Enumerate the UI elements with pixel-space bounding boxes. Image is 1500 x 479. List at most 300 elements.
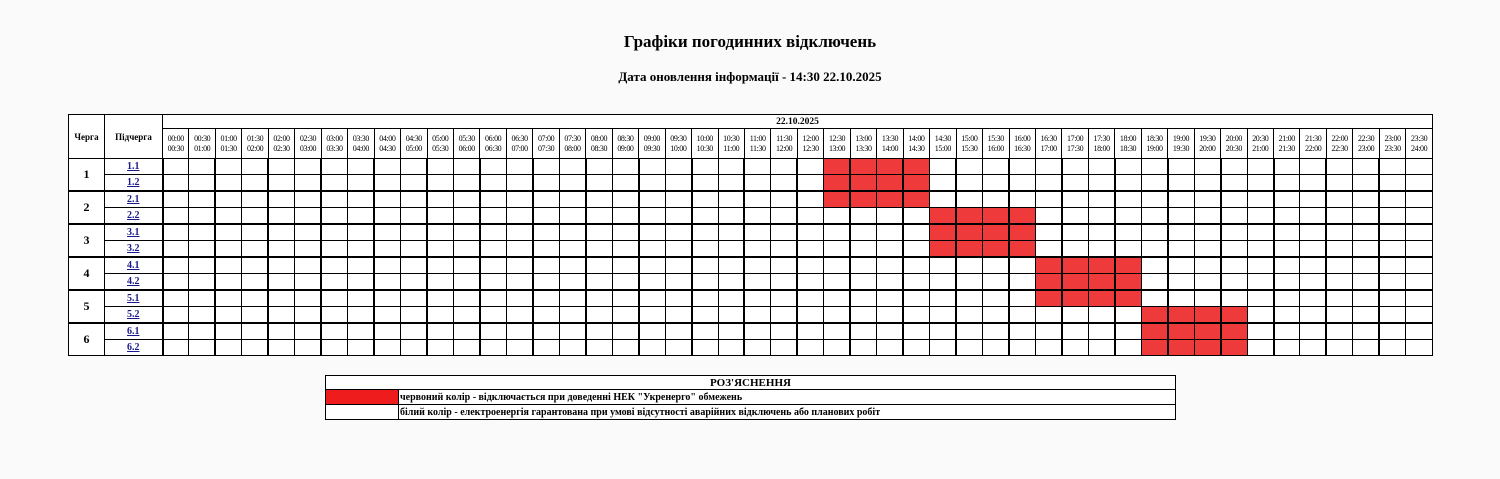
power-cell	[1009, 340, 1035, 356]
power-cell	[1406, 159, 1433, 175]
power-cell	[480, 323, 506, 340]
subqueue-link[interactable]: 6.1	[127, 325, 140, 337]
power-cell	[1035, 340, 1061, 356]
power-cell	[533, 175, 559, 192]
power-cell	[559, 241, 585, 258]
subqueue-link[interactable]: 6.2	[127, 341, 140, 353]
power-cell	[321, 175, 347, 192]
power-cell	[559, 159, 585, 175]
power-cell	[559, 340, 585, 356]
power-cell	[533, 191, 559, 208]
outage-cell	[1035, 290, 1061, 307]
power-cell	[586, 340, 612, 356]
power-cell	[1379, 307, 1405, 324]
power-cell	[612, 323, 638, 340]
time-slot-header: 16:00 16:30	[1009, 129, 1035, 159]
power-cell	[824, 208, 850, 225]
power-cell	[1274, 307, 1300, 324]
power-cell	[189, 290, 215, 307]
subqueue-cell	[105, 159, 163, 175]
power-cell	[903, 340, 929, 356]
subqueue-link[interactable]: 3.2	[127, 242, 140, 254]
power-cell	[1406, 323, 1433, 340]
time-slot-header: 15:00 15:30	[956, 129, 982, 159]
power-cell	[1088, 224, 1114, 241]
outage-cell	[1009, 208, 1035, 225]
outage-cell	[824, 159, 850, 175]
power-cell	[1221, 241, 1247, 258]
power-cell	[1300, 191, 1326, 208]
power-cell	[1115, 208, 1141, 225]
power-cell	[1115, 191, 1141, 208]
power-cell	[1221, 290, 1247, 307]
power-cell	[268, 290, 294, 307]
power-cell	[453, 159, 479, 175]
subqueue-link[interactable]: 1.2	[127, 176, 140, 188]
power-cell	[533, 241, 559, 258]
power-cell	[1141, 208, 1167, 225]
outage-cell	[1141, 307, 1167, 324]
outage-cell	[1088, 274, 1114, 291]
power-cell	[295, 274, 321, 291]
power-cell	[797, 290, 823, 307]
outage-cell	[1141, 340, 1167, 356]
subqueue-cell	[105, 208, 163, 225]
power-cell	[797, 208, 823, 225]
power-cell	[215, 175, 241, 192]
subqueue-row	[69, 208, 1433, 225]
time-slot-header: 17:00 17:30	[1062, 129, 1088, 159]
power-cell	[930, 340, 956, 356]
power-cell	[1141, 290, 1167, 307]
power-cell	[533, 159, 559, 175]
power-cell	[744, 323, 770, 340]
power-cell	[268, 307, 294, 324]
power-cell	[295, 323, 321, 340]
power-cell	[559, 274, 585, 291]
power-cell	[586, 175, 612, 192]
power-cell	[1009, 307, 1035, 324]
power-cell	[1009, 257, 1035, 274]
power-cell	[1168, 290, 1194, 307]
power-cell	[692, 340, 718, 356]
power-cell	[1406, 208, 1433, 225]
time-slot-header: 01:30 02:00	[242, 129, 268, 159]
subqueue-row	[69, 257, 1433, 274]
power-cell	[215, 290, 241, 307]
time-slot-header: 10:00 10:30	[692, 129, 718, 159]
power-cell	[1062, 340, 1088, 356]
power-cell	[612, 159, 638, 175]
power-cell	[559, 290, 585, 307]
time-slot-header: 12:30 13:00	[824, 129, 850, 159]
power-cell	[506, 175, 532, 192]
power-cell	[1300, 159, 1326, 175]
power-cell	[639, 290, 665, 307]
power-cell	[612, 241, 638, 258]
outage-cell	[1009, 241, 1035, 258]
power-cell	[877, 224, 903, 241]
power-cell	[956, 290, 982, 307]
power-cell	[506, 159, 532, 175]
power-cell	[718, 191, 744, 208]
power-cell	[427, 191, 453, 208]
power-cell	[1379, 208, 1405, 225]
power-cell	[824, 257, 850, 274]
power-cell	[1194, 191, 1220, 208]
subqueue-cell	[105, 307, 163, 324]
power-cell	[1300, 274, 1326, 291]
power-cell	[1035, 175, 1061, 192]
power-cell	[586, 274, 612, 291]
time-slot-header: 15:30 16:00	[983, 129, 1009, 159]
power-cell	[427, 340, 453, 356]
outage-cell	[1221, 323, 1247, 340]
subqueue-cell	[105, 224, 163, 241]
power-cell	[1194, 175, 1220, 192]
power-cell	[374, 257, 400, 274]
power-cell	[163, 159, 189, 175]
power-cell	[797, 191, 823, 208]
power-cell	[215, 241, 241, 258]
power-cell	[506, 307, 532, 324]
time-slot-header: 18:30 19:00	[1141, 129, 1167, 159]
power-cell	[348, 274, 374, 291]
power-cell	[1035, 307, 1061, 324]
power-cell	[533, 323, 559, 340]
power-cell	[1062, 307, 1088, 324]
power-cell	[1379, 175, 1405, 192]
outage-cell	[930, 208, 956, 225]
power-cell	[559, 208, 585, 225]
power-cell	[189, 257, 215, 274]
power-cell	[533, 257, 559, 274]
time-slot-header: 01:00 01:30	[215, 129, 241, 159]
outage-cell	[983, 208, 1009, 225]
power-cell	[797, 257, 823, 274]
power-cell	[348, 307, 374, 324]
power-cell	[956, 340, 982, 356]
power-cell	[665, 257, 691, 274]
power-cell	[983, 323, 1009, 340]
power-cell	[427, 175, 453, 192]
power-cell	[1062, 323, 1088, 340]
power-cell	[215, 307, 241, 324]
power-cell	[163, 257, 189, 274]
power-cell	[348, 175, 374, 192]
power-cell	[1088, 340, 1114, 356]
power-cell	[215, 224, 241, 241]
subqueue-link[interactable]: 4.2	[127, 275, 140, 287]
power-cell	[1274, 257, 1300, 274]
power-cell	[215, 159, 241, 175]
power-cell	[1168, 175, 1194, 192]
power-cell	[639, 323, 665, 340]
legend-text-white: білий колір - електроенергія гарантована при умові відсутності аварійних відключень або планових робіт	[399, 405, 1176, 420]
power-cell	[744, 340, 770, 356]
power-cell	[1379, 257, 1405, 274]
power-cell	[586, 241, 612, 258]
time-slot-header: 12:00 12:30	[797, 129, 823, 159]
power-cell	[559, 191, 585, 208]
power-cell	[1326, 274, 1352, 291]
power-cell	[718, 307, 744, 324]
power-cell	[586, 191, 612, 208]
power-cell	[1194, 274, 1220, 291]
power-cell	[665, 241, 691, 258]
power-cell	[824, 323, 850, 340]
power-cell	[1326, 340, 1352, 356]
power-cell	[1353, 290, 1379, 307]
power-cell	[374, 307, 400, 324]
power-cell	[665, 290, 691, 307]
power-cell	[692, 191, 718, 208]
power-cell	[639, 175, 665, 192]
power-cell	[480, 175, 506, 192]
power-cell	[877, 274, 903, 291]
subqueue-link[interactable]: 3.1	[127, 226, 140, 238]
outage-cell	[1194, 323, 1220, 340]
power-cell	[374, 340, 400, 356]
power-cell	[295, 340, 321, 356]
subqueue-row	[69, 323, 1433, 340]
power-cell	[930, 323, 956, 340]
power-cell	[744, 175, 770, 192]
power-cell	[1062, 224, 1088, 241]
power-cell	[401, 208, 427, 225]
power-cell	[718, 241, 744, 258]
power-cell	[956, 175, 982, 192]
power-cell	[1379, 159, 1405, 175]
date-header: 22.10.2025	[163, 115, 1433, 129]
power-cell	[1035, 159, 1061, 175]
power-cell	[718, 159, 744, 175]
power-cell	[1168, 159, 1194, 175]
power-cell	[930, 191, 956, 208]
power-cell	[903, 274, 929, 291]
power-cell	[242, 241, 268, 258]
power-cell	[797, 241, 823, 258]
subqueue-link[interactable]: 5.1	[127, 292, 140, 304]
power-cell	[612, 257, 638, 274]
queue-label: 3	[69, 224, 105, 257]
power-cell	[665, 323, 691, 340]
power-cell	[1035, 208, 1061, 225]
power-cell	[1221, 274, 1247, 291]
power-cell	[1115, 323, 1141, 340]
power-cell	[189, 274, 215, 291]
power-cell	[1326, 191, 1352, 208]
time-slot-header: 23:00 23:30	[1379, 129, 1405, 159]
power-cell	[401, 307, 427, 324]
power-cell	[1300, 340, 1326, 356]
time-slot-header: 13:30 14:00	[877, 129, 903, 159]
power-cell	[401, 257, 427, 274]
power-cell	[1141, 257, 1167, 274]
time-slot-header: 03:30 04:00	[348, 129, 374, 159]
power-cell	[771, 224, 797, 241]
outage-cell	[956, 224, 982, 241]
power-cell	[1353, 274, 1379, 291]
power-cell	[1062, 175, 1088, 192]
power-cell	[1379, 224, 1405, 241]
subqueue-cell	[105, 191, 163, 208]
subqueue-cell	[105, 175, 163, 192]
power-cell	[268, 323, 294, 340]
power-cell	[771, 159, 797, 175]
time-slot-header: 11:30 12:00	[771, 129, 797, 159]
power-cell	[427, 274, 453, 291]
power-cell	[1115, 340, 1141, 356]
queue-label: 1	[69, 159, 105, 192]
power-cell	[983, 175, 1009, 192]
outage-cell	[850, 191, 876, 208]
power-cell	[639, 191, 665, 208]
outage-cell	[824, 175, 850, 192]
power-cell	[639, 159, 665, 175]
power-cell	[480, 224, 506, 241]
power-cell	[559, 257, 585, 274]
power-cell	[665, 208, 691, 225]
power-cell	[401, 175, 427, 192]
power-cell	[612, 175, 638, 192]
power-cell	[1035, 323, 1061, 340]
power-cell	[1247, 175, 1273, 192]
power-cell	[189, 241, 215, 258]
time-slot-header: 06:30 07:00	[506, 129, 532, 159]
power-cell	[242, 340, 268, 356]
power-cell	[1115, 159, 1141, 175]
power-cell	[1168, 191, 1194, 208]
power-cell	[718, 208, 744, 225]
power-cell	[824, 241, 850, 258]
legend-item-white	[326, 405, 1176, 420]
subqueue-link[interactable]: 5.2	[127, 308, 140, 320]
power-cell	[1141, 224, 1167, 241]
subqueue-cell	[105, 323, 163, 340]
power-cell	[718, 274, 744, 291]
power-cell	[1247, 241, 1273, 258]
power-cell	[692, 241, 718, 258]
power-cell	[1326, 307, 1352, 324]
subqueue-link[interactable]: 1.1	[127, 160, 140, 172]
power-cell	[215, 191, 241, 208]
power-cell	[1326, 290, 1352, 307]
power-cell	[1088, 323, 1114, 340]
power-cell	[215, 340, 241, 356]
power-cell	[163, 191, 189, 208]
power-cell	[850, 224, 876, 241]
outage-cell	[983, 241, 1009, 258]
power-cell	[533, 307, 559, 324]
power-cell	[983, 274, 1009, 291]
power-cell	[639, 224, 665, 241]
power-cell	[506, 241, 532, 258]
power-cell	[189, 323, 215, 340]
power-cell	[427, 290, 453, 307]
power-cell	[533, 290, 559, 307]
power-cell	[268, 191, 294, 208]
power-cell	[639, 307, 665, 324]
power-cell	[692, 307, 718, 324]
power-cell	[1300, 257, 1326, 274]
power-cell	[374, 241, 400, 258]
power-cell	[665, 191, 691, 208]
power-cell	[771, 323, 797, 340]
power-cell	[1009, 159, 1035, 175]
power-cell	[189, 340, 215, 356]
outage-cell	[930, 224, 956, 241]
power-cell	[930, 290, 956, 307]
power-cell	[348, 191, 374, 208]
power-cell	[242, 307, 268, 324]
power-cell	[744, 257, 770, 274]
power-cell	[427, 257, 453, 274]
power-cell	[744, 307, 770, 324]
power-cell	[453, 323, 479, 340]
power-cell	[374, 191, 400, 208]
subqueue-cell	[105, 290, 163, 307]
power-cell	[771, 290, 797, 307]
power-cell	[877, 208, 903, 225]
power-cell	[480, 208, 506, 225]
subqueue-link[interactable]: 4.1	[127, 259, 140, 271]
queue-label: 5	[69, 290, 105, 323]
power-cell	[744, 241, 770, 258]
power-cell	[665, 159, 691, 175]
time-slot-header: 07:00 07:30	[533, 129, 559, 159]
power-cell	[850, 241, 876, 258]
power-cell	[1221, 257, 1247, 274]
power-cell	[453, 340, 479, 356]
power-cell	[453, 241, 479, 258]
power-cell	[321, 274, 347, 291]
power-cell	[1406, 191, 1433, 208]
power-cell	[1221, 208, 1247, 225]
subqueue-link[interactable]: 2.2	[127, 209, 140, 221]
power-cell	[850, 257, 876, 274]
subqueue-cell	[105, 241, 163, 258]
power-cell	[718, 224, 744, 241]
power-cell	[1406, 224, 1433, 241]
power-cell	[268, 224, 294, 241]
subqueue-link[interactable]: 2.1	[127, 193, 140, 205]
power-cell	[639, 208, 665, 225]
power-cell	[612, 340, 638, 356]
legend-table	[325, 375, 1176, 420]
time-slot-header: 21:00 21:30	[1274, 129, 1300, 159]
power-cell	[903, 323, 929, 340]
power-cell	[453, 208, 479, 225]
power-cell	[1326, 257, 1352, 274]
power-cell	[506, 257, 532, 274]
power-cell	[401, 290, 427, 307]
power-cell	[983, 191, 1009, 208]
power-cell	[1300, 290, 1326, 307]
time-slot-header: 20:30 21:00	[1247, 129, 1273, 159]
time-slot-header: 09:00 09:30	[639, 129, 665, 159]
power-cell	[665, 340, 691, 356]
power-cell	[1168, 208, 1194, 225]
power-cell	[586, 307, 612, 324]
power-cell	[215, 323, 241, 340]
power-cell	[1088, 307, 1114, 324]
power-cell	[1141, 241, 1167, 258]
power-cell	[771, 257, 797, 274]
time-slot-header: 00:00 00:30	[163, 129, 189, 159]
power-cell	[1088, 241, 1114, 258]
power-cell	[189, 175, 215, 192]
